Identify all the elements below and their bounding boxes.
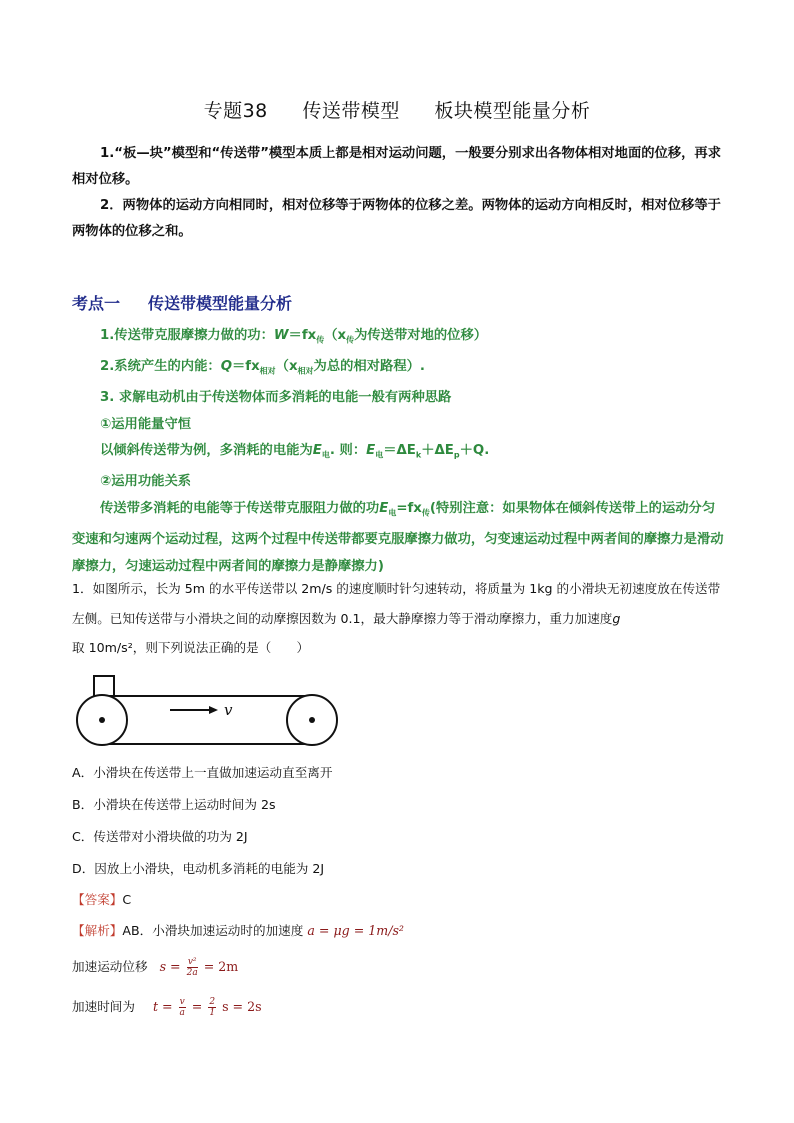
point-7-text: 传送带多消耗的电能等于传送带克服阻力做的功 <box>100 500 380 516</box>
point-2-text: 2.系统产生的内能： <box>100 359 221 375</box>
point-5-sub3: k <box>415 450 422 460</box>
analysis-displacement-label: 加速运动位移 <box>72 959 148 974</box>
point-5-symbol: E <box>312 443 322 459</box>
point-1-text: 1.传送带克服摩擦力做的功： <box>100 328 274 343</box>
eq3-denominator-2: 1 <box>209 1008 216 1018</box>
option-d: D．因放上小滑块，电动机多消耗的电能为 2J <box>72 861 325 876</box>
velocity-arrow-head <box>209 706 218 714</box>
right-pulley-axle <box>309 717 315 723</box>
point-2 <box>72 354 724 385</box>
intro-paragraph-2: 2．两物体的运动方向相同时，相对位移等于两物体的位移之差。两物体的运动方向相反时，相对位移等于两物体的位移之和。 <box>72 198 721 239</box>
analysis-line-2 <box>72 956 238 978</box>
question-g-symbol: g <box>612 610 621 626</box>
point-1-symbol: W <box>273 328 289 343</box>
answer-tag: 【答案】 <box>72 892 123 907</box>
slider-block <box>94 676 114 696</box>
eq3-numerator-1: v <box>179 997 185 1007</box>
eq3-numerator-2: 2 <box>209 997 216 1007</box>
point-5-symbol2: E <box>366 443 376 459</box>
title-topic-belt: 传送带模型 <box>302 100 400 122</box>
point-1-eq: ＝fx <box>288 328 317 343</box>
analysis-text: AB．小滑块加速运动时的加速度 <box>122 923 304 938</box>
conveyor-belt-diagram <box>72 672 342 752</box>
analysis-equation-3: t = $\frac{v}{a}$ = $\frac{2}{1}$ s = 2s <box>152 997 262 1018</box>
point-5-sub: 电 <box>321 450 330 460</box>
title-topic-number: 专题38 <box>203 100 268 122</box>
point-1-paren: （x <box>324 328 347 343</box>
point-2-sub2: 相对 <box>297 366 314 376</box>
point-3: 3. 求解电动机由于传送物体而多消耗的电能一般有两种思路 <box>100 390 452 406</box>
point-5-eq2: ＋ΔE <box>421 443 454 459</box>
point-1-note: 为传送带对地的位移） <box>354 328 488 343</box>
eq3-lhs: t = <box>152 999 173 1014</box>
intro-paragraph-1: 1.“板—块”模型和“传送带”模型本质上都是相对运动问题，一般要分别求出各物体相对地面的位移，再求相对位移。 <box>72 146 722 187</box>
question-1 <box>72 574 724 663</box>
option-a: A．小滑块在传送带上一直做加速运动直至离开 <box>72 765 333 780</box>
analysis-line-3 <box>72 996 262 1018</box>
question-body: 1．如图所示，长为 5m 的水平传送带以 2m/s 的速度顺时针匀速转动，将质量为 1kg 的小滑块无初速度放在传送带左侧。已知传送带与小滑块之间的动摩擦因数为 0.1，最大静摩擦力等于滑动摩擦力，重力加速度 <box>72 581 721 626</box>
eq2-fraction <box>187 957 198 978</box>
analysis-line-1 <box>72 920 404 939</box>
option-c: C．传送带对小滑块做的功为 2J <box>72 829 248 844</box>
velocity-label: v <box>224 701 233 719</box>
point-2-symbol: Q <box>220 359 232 375</box>
point-5-eq3: ＋Q. <box>459 443 490 459</box>
analysis-time-label: 加速时间为 <box>72 999 135 1014</box>
eq3-rhs: s = 2s <box>222 999 262 1014</box>
eq3-fraction-1 <box>179 997 186 1018</box>
point-5-then: . 则： <box>329 443 367 459</box>
left-pulley-axle <box>99 717 105 723</box>
eq3-denominator-1: a <box>179 1008 185 1018</box>
analysis-equation-2 <box>159 957 239 978</box>
point-1-sub: 传 <box>316 335 325 345</box>
section-title: 传送带模型能量分析 <box>148 294 293 313</box>
eq2-rhs: = 2m <box>203 959 239 974</box>
point-1 <box>72 323 724 354</box>
point-4: ①运用能量守恒 <box>100 416 192 432</box>
question-body-2: 取 10m/s²，则下列说法正确的是（ ） <box>72 640 310 655</box>
point-5-sub2: 电 <box>375 450 384 460</box>
analysis-tag: 【解析】 <box>72 923 123 938</box>
page-title <box>0 96 794 123</box>
section-label: 考点一 <box>72 294 121 313</box>
intro-block <box>72 141 724 245</box>
point-2-sub: 相对 <box>259 366 276 376</box>
eq3-fraction-2 <box>208 997 216 1018</box>
point-2-eq: ＝fx <box>232 359 260 375</box>
point-1-sub2: 传 <box>346 335 355 345</box>
point-5-text: 以倾斜传送带为例，多消耗的电能为 <box>100 443 313 459</box>
eq2-numerator: v² <box>187 957 197 967</box>
key-points <box>72 323 724 580</box>
section-heading <box>72 291 292 314</box>
eq2-denominator: 2a <box>186 968 198 978</box>
answer-line <box>72 889 131 908</box>
title-topic-board: 板块模型能量分析 <box>434 100 591 122</box>
answer-value: C <box>122 892 132 907</box>
analysis-equation-1: a = μg = 1m/s² <box>307 923 404 938</box>
question-text <box>72 574 724 663</box>
point-2-note: 为总的相对路程）. <box>313 359 425 375</box>
point-5-sub4: p <box>453 450 460 460</box>
point-7 <box>72 496 724 580</box>
point-5 <box>72 438 724 469</box>
point-5-eq1: ＝ΔE <box>383 443 416 459</box>
point-7-sub2: 传 <box>421 508 430 518</box>
option-b: B．小滑块在传送带上运动时间为 2s <box>72 797 276 812</box>
point-7-symbol: E <box>379 500 389 516</box>
point-7-sub: 电 <box>388 508 397 518</box>
point-2-paren: （x <box>275 359 298 375</box>
eq2-lhs: s = <box>159 959 181 974</box>
point-7-note: (特别注意：如果物体在倾斜传送带上的运动分匀变速和匀速两个运动过程，这两个过程中传送带都要克服摩擦力做功，匀变速运动过程中两者间的摩擦力是滑动摩擦力，匀速运动过程中两者间的摩擦力是静摩擦力) <box>72 500 724 574</box>
point-6: ②运用功能关系 <box>100 474 192 490</box>
point-7-eq: =fx <box>396 500 422 516</box>
